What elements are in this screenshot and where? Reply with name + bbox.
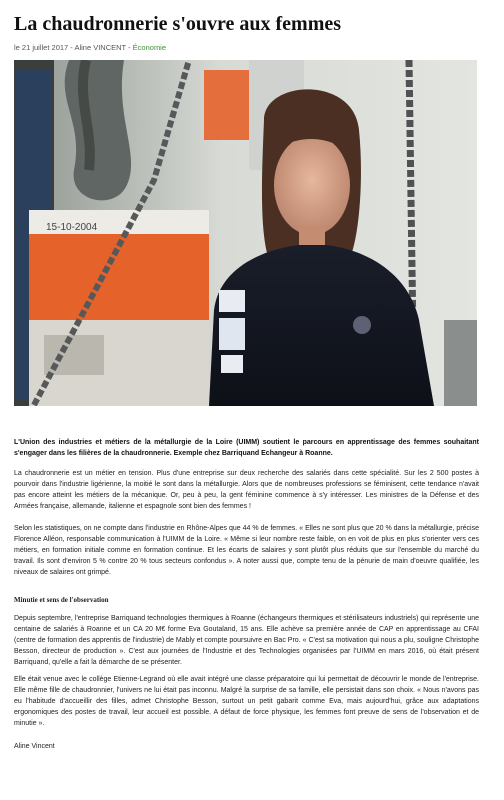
article-paragraph: La chaudronnerie est un métier en tension. Plus d'une entreprise sur deux recherche des salariés dans cette spécialité. Sur les 2 500 postes à pourvoir dans l'industrie ligérienne, la moitié le sont dans la métallurgie. Alors que de nombreuses professions se féminisent, cette tendance n'avait pas encore atteint les métiers de la mécanique. Or, peu à peu, la gent féminine commence à s'y intéresser. Les ministres de la Défense et des Armées française, allemande, italienne et espagnole sont bien des femmes ! bbox=[14, 470, 479, 510]
article-date-author: le 21 juillet 2017 - Aline VINCENT - bbox=[14, 43, 133, 52]
category-link[interactable]: Économie bbox=[132, 43, 167, 52]
article-lead: L'Union des industries et métiers de la métallurgie de la Loire (UIMM) soutient le parcours en apprentissage des femmes souhaitant s'engager dans les filières de la chaudronnerie. Exemple chez Barriquand Echangeur à Roanne. bbox=[14, 439, 479, 457]
machine-marking: 15-10-2004 bbox=[46, 222, 98, 233]
article-paragraph: Elle était venue avec le collège Etienne-Legrand où elle avait intégré une classe préparatoire qui lui permettait de découvrir le monde de l'entreprise. Elle même fille de chaudronnier, l'univers ne lui était pas inconnu. Malgré la surprise de sa famille, elle persistait dans son choix. « Nous n'avons pas eu l'habitude d'accueillir des filles, admet Christophe Besson, surtout un petit gabarit comme Eva, mais aujourd'hui, grâce aux adaptations ergonomiques des postes de travail, leur accueil est possible. A défaut de force physique, les femmes font preuve de sens de l'observation et de minutie ». bbox=[14, 676, 479, 727]
article-meta bbox=[14, 43, 492, 53]
article-signature: Aline Vincent bbox=[14, 743, 55, 750]
article-subheading: Minutie et sens de l'observation bbox=[14, 596, 109, 604]
article-title: La chaudronnerie s'ouvre aux femmes bbox=[14, 13, 342, 35]
article-paragraph: Depuis septembre, l'entreprise Barriquand technologies thermiques à Roanne (échangeurs thermiques et stérilisateurs industriels) qui représente une centaine de salariés à Roanne et un CA 20 M€ forme Eva Goutaland, 15 ans. Elle achève sa première année de CAP en apprentissage au CFAI (centre de formation des apprentis de l'industrie) de Mably et compte poursuivre en Bac Pro. « C'est sa motivation qui nous a plu, souligne Christophe Besson, directeur de production ». C'est aux journées de l'Industrie et des Technologies organisées par l'UIMM en mars 2016, où était présent Barriquand, qu'elle a fait la démarche de se présenter. bbox=[14, 615, 479, 666]
article-photo bbox=[14, 60, 477, 406]
article-paragraph: Selon les statistiques, on ne compte dans l'industrie en Rhône-Alpes que 44 % de femmes. « Elles ne sont plus que 20 % dans la métallurgie, précise Florence Alléon, responsable communication à l'UIMM de la Loire. « Même si leur nombre reste faible, on en voit de plus en plus s'orienter vers ces métiers, en formation initiale comme en formation continue. Et les écarts de salaires y sont plutôt plus réduits que sur l'ensemble du marché du travail. Ils sont d'environ 5 % contre 20 % tous secteurs confondus ». A noter aussi que, compte tenu de la pénurie de main d'oeuvre qualifiée, les niveaux de salaires ont grimpé. bbox=[14, 525, 479, 576]
